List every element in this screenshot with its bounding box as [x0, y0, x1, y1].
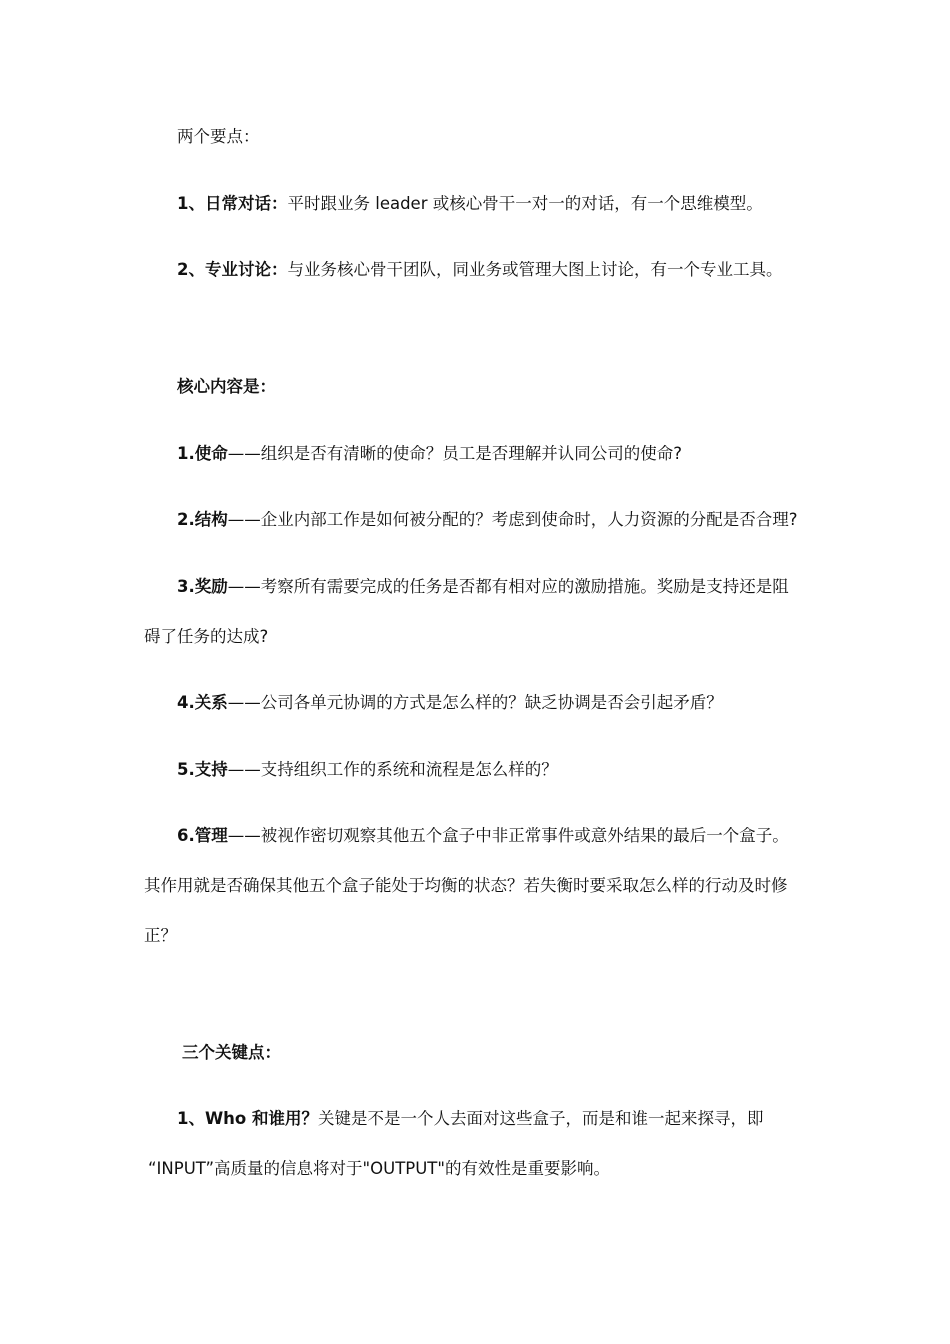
core-item-management-continuation: 其作用就是否确保其他五个盒子能处于均衡的状态？若失衡时要采取怎么样的行动及时修 — [144, 876, 788, 895]
core-item-support — [177, 759, 558, 781]
core-item-text: ——被视作密切观察其他五个盒子中非正常事件或意外结果的最后一个盒子。 — [227, 826, 789, 845]
point-professional-discussion — [177, 259, 782, 281]
core-item-reward-continuation: 碍了任务的达成? — [144, 627, 269, 646]
point-text: 与业务核心骨干团队，同业务或管理大图上讨论，有一个专业工具。 — [287, 260, 783, 279]
core-item-management — [177, 825, 789, 847]
core-item-text: ——考察所有需要完成的任务是否都有相对应的激励措施。奖励是支持还是阻 — [227, 577, 789, 596]
point-label: 2、专业讨论： — [177, 260, 288, 279]
core-item-structure — [177, 509, 798, 531]
keys-heading: 三个关键点： — [182, 1043, 281, 1062]
core-item-label: 1.使命 — [177, 444, 228, 463]
core-item-text: ——公司各单元协调的方式是怎么样的？缺乏协调是否会引起矛盾？ — [227, 693, 723, 712]
key-item-who-continuation: “INPUT”高质量的信息将对于"OUTPUT"的有效性是重要影响。 — [148, 1159, 610, 1178]
core-item-management-continuation: 正？ — [144, 926, 177, 945]
point-daily-dialogue — [177, 193, 763, 215]
key-item-label: 1、Who 和谁用？ — [177, 1109, 319, 1128]
point-label: 1、日常对话： — [177, 194, 288, 213]
core-item-label: 6.管理 — [177, 826, 228, 845]
point-text: 平时跟业务 leader 或核心骨干一对一的对话，有一个思维模型。 — [287, 194, 763, 213]
core-item-text: ——支持组织工作的系统和流程是怎么样的？ — [227, 760, 558, 779]
core-item-label: 2.结构 — [177, 510, 228, 529]
core-item-label: 4.关系 — [177, 693, 228, 712]
key-item-who — [177, 1108, 764, 1130]
core-item-text: ——组织是否有清晰的使命？员工是否理解并认同公司的使命? — [227, 444, 683, 463]
intro-heading: 两个要点： — [177, 127, 260, 146]
core-item-label: 3.奖励 — [177, 577, 228, 596]
core-item-reward — [177, 576, 789, 598]
core-item-text: ——企业内部工作是如何被分配的？考虑到使命时，人力资源的分配是否合理? — [227, 510, 798, 529]
core-item-mission — [177, 443, 682, 465]
core-heading: 核心内容是： — [177, 377, 276, 396]
core-item-relationship — [177, 692, 723, 714]
key-item-text: 关键是不是一个人去面对这些盒子，而是和谁一起来探寻，即 — [318, 1109, 764, 1128]
core-item-label: 5.支持 — [177, 760, 228, 779]
